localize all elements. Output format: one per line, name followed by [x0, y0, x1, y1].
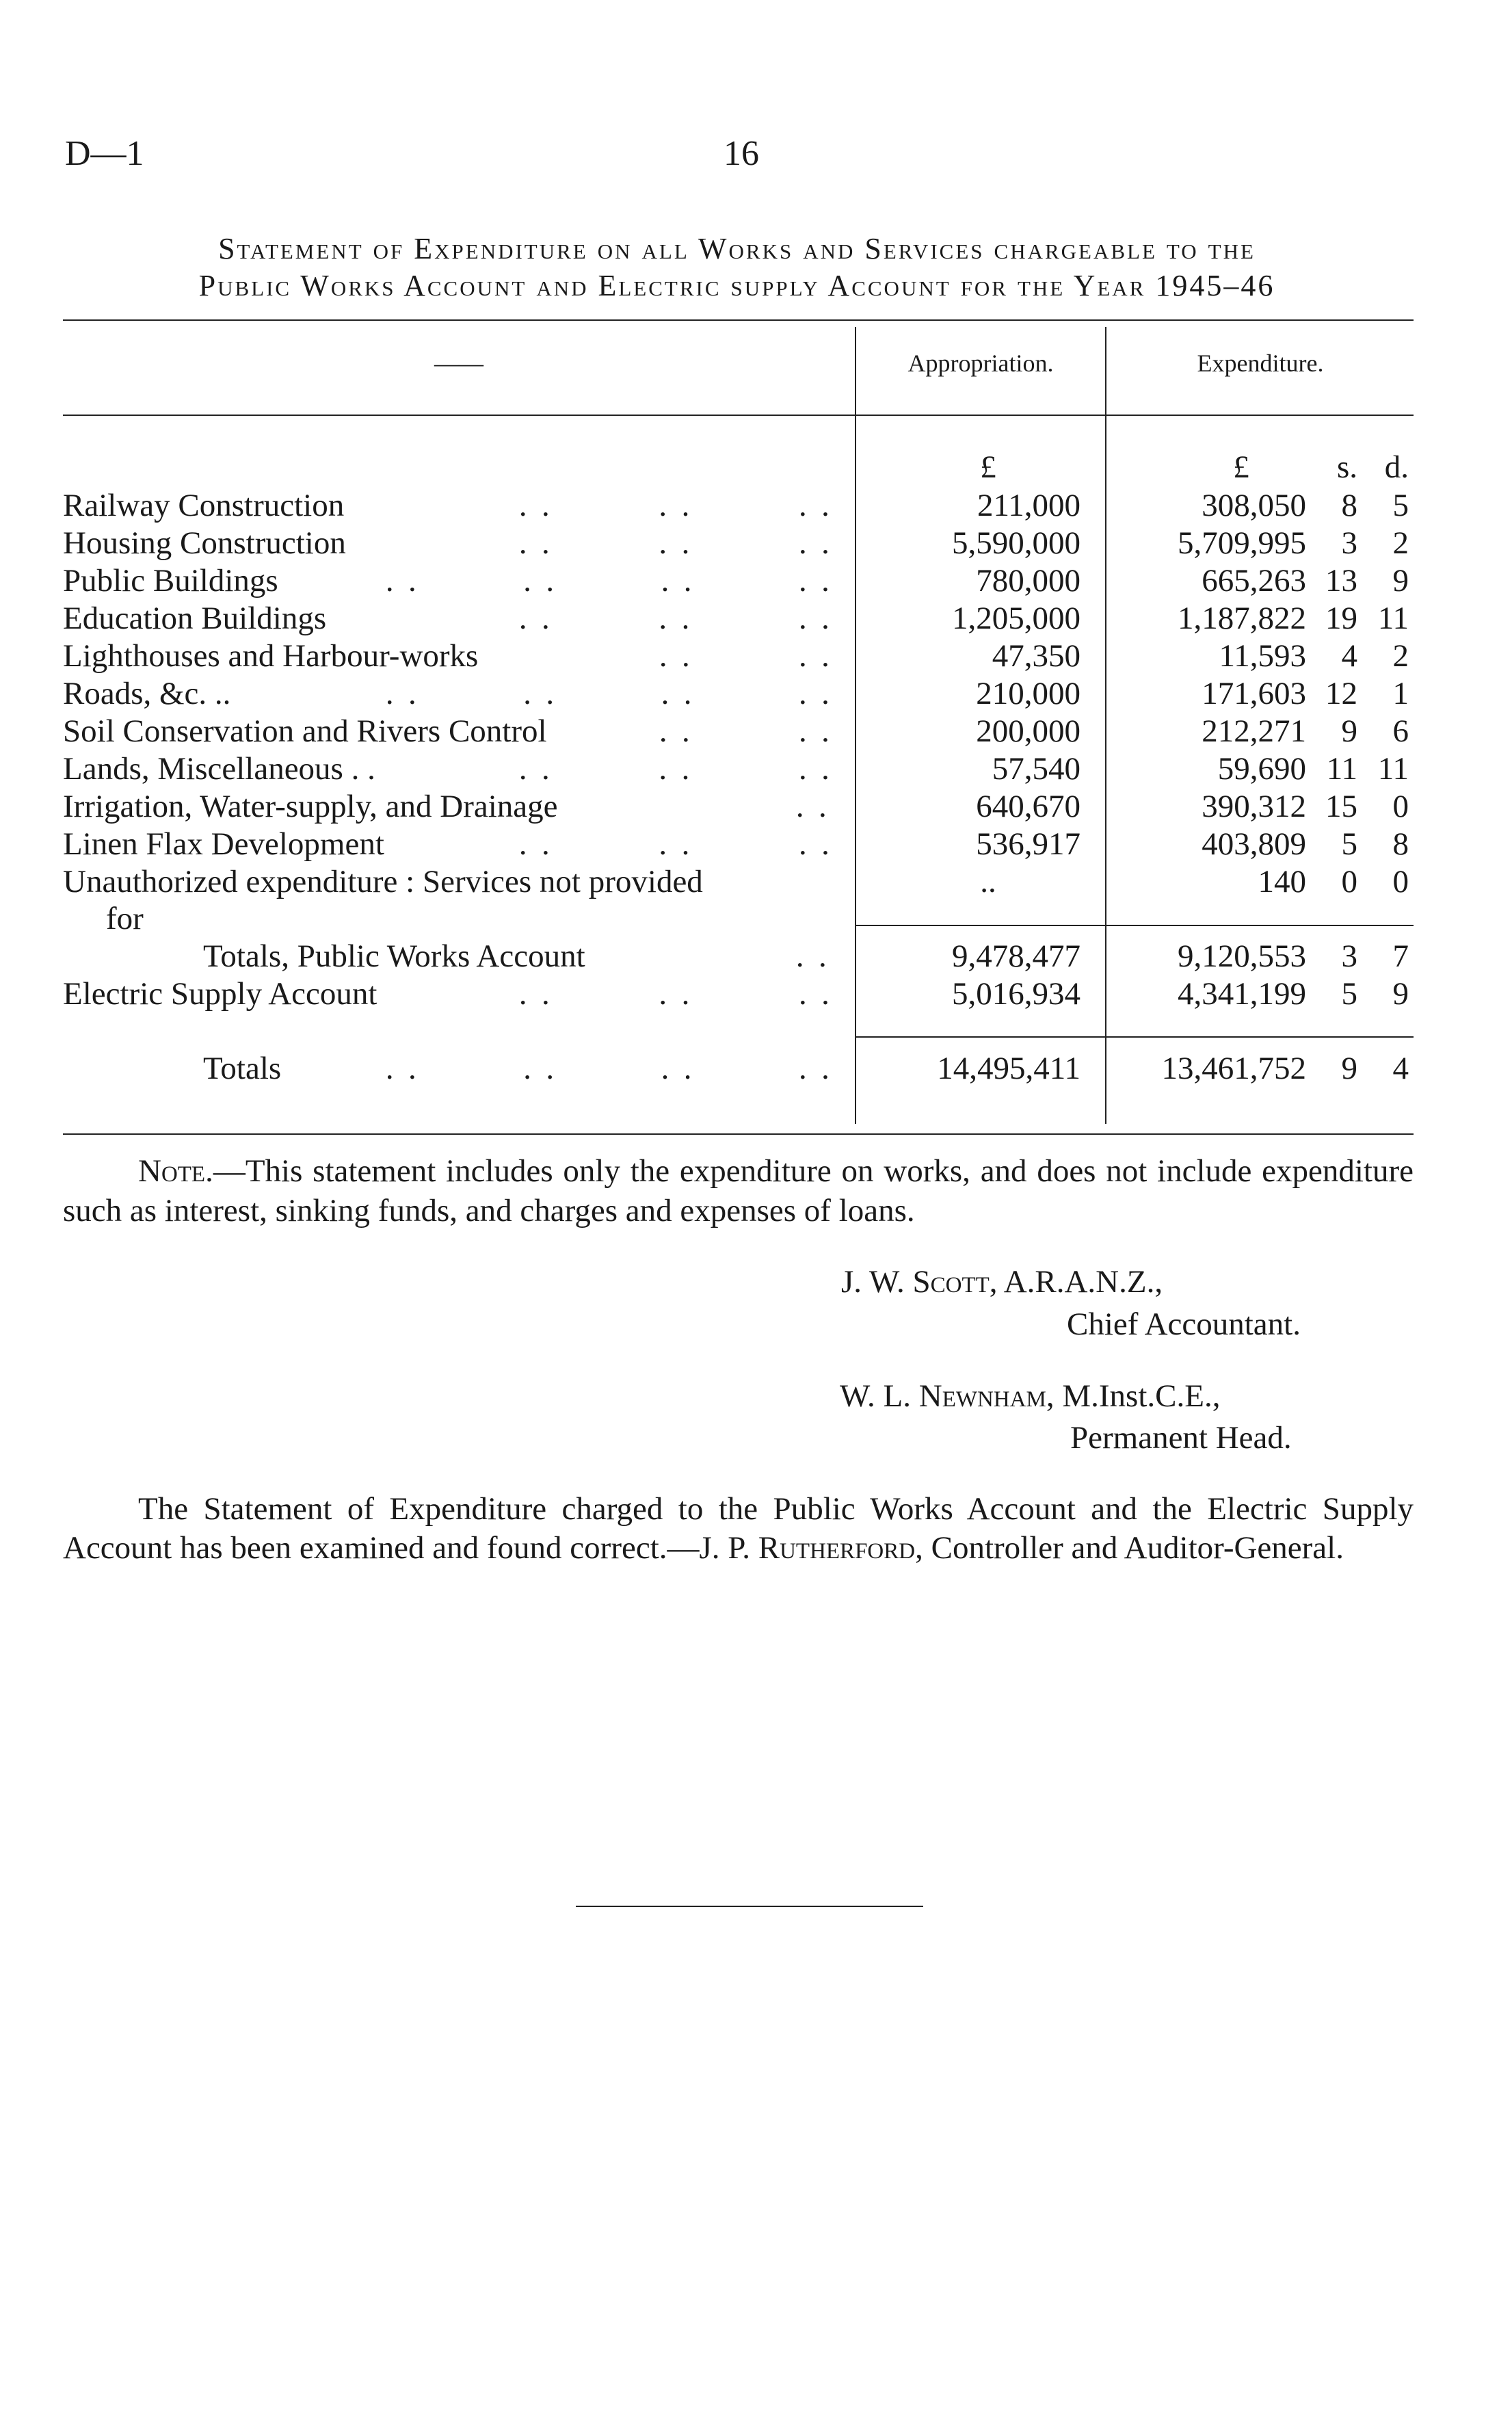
pounds-unit: £ — [1233, 449, 1249, 485]
expenditure-pence-cell: 8 — [1392, 826, 1409, 862]
report-code: D—1 — [65, 134, 144, 173]
expenditure-pounds-cell: 13,461,752 — [1161, 1051, 1306, 1086]
signatory-qualifications: , A.R.A.N.Z., — [989, 1264, 1163, 1300]
table-row — [0, 600, 1512, 638]
unauthorized-row — [0, 863, 1512, 902]
expenditure-pounds-cell: 665,263 — [1202, 563, 1306, 599]
leader-dots: . . . . . . — [520, 601, 834, 636]
row-label: Housing Construction — [63, 525, 346, 561]
expenditure-pence-cell: 11 — [1377, 601, 1409, 636]
expenditure-pence-cell: 11 — [1377, 751, 1409, 787]
table-row — [0, 562, 1512, 601]
leader-dots: . . . . . . — [520, 976, 834, 1012]
table-bottom-rule — [63, 1133, 1414, 1135]
row-label: Education Buildings — [63, 601, 327, 636]
row-label: Totals, Public Works Account — [203, 938, 585, 974]
expenditure-shillings-cell: 19 — [1325, 601, 1357, 636]
units-row — [0, 449, 1512, 487]
unauthorized-row-continuation — [0, 900, 1512, 938]
row-label: Totals — [203, 1051, 282, 1086]
leader-dots: . . . . . . — [520, 488, 834, 523]
expenditure-shillings-cell: 4 — [1341, 638, 1357, 674]
totals-rule — [856, 1036, 1414, 1038]
expenditure-shillings-cell: 3 — [1341, 938, 1357, 974]
table-row — [0, 826, 1512, 864]
table-header-rule — [63, 415, 1414, 416]
expenditure-shillings-cell: 5 — [1341, 826, 1357, 862]
expenditure-shillings-cell: 9 — [1341, 1051, 1357, 1086]
expenditure-shillings-cell: 3 — [1341, 525, 1357, 561]
appropriation-unit: £ — [980, 449, 996, 485]
table-row — [0, 638, 1512, 676]
appropriation-cell: 57,540 — [992, 751, 1080, 787]
expenditure-pounds-cell: 4,341,199 — [1178, 976, 1306, 1012]
signatory-name: Scott — [912, 1264, 990, 1300]
expenditure-shillings-cell: 9 — [1341, 713, 1357, 749]
signatory-name: Newnham — [918, 1378, 1046, 1414]
row-label: Roads, &c. .. — [63, 676, 231, 711]
signatory-initials: J. W. — [841, 1264, 905, 1300]
row-label: Public Buildings — [63, 563, 278, 599]
signature-line — [841, 1263, 1163, 1300]
leader-dots: . . — [797, 789, 832, 824]
leader-dots: . . . . . . . . — [386, 1051, 834, 1086]
appropriation-cell: 1,205,000 — [952, 601, 1080, 636]
appropriation-cell: 640,670 — [976, 789, 1080, 824]
shillings-unit: s. — [1336, 449, 1357, 485]
expenditure-shillings-cell: 12 — [1325, 676, 1357, 711]
expenditure-pounds-cell: 171,603 — [1202, 676, 1306, 711]
appropriation-cell: 5,016,934 — [952, 976, 1080, 1012]
leader-dots: . . . . . . — [520, 525, 834, 561]
row-label: Irrigation, Water-supply, and Drainage — [63, 789, 558, 824]
leader-dots: . . — [797, 938, 832, 974]
signatory-qualifications: , M.Inst.C.E., — [1046, 1378, 1221, 1414]
expenditure-pence-cell: 9 — [1392, 976, 1409, 1012]
expenditure-pounds-cell: 1,187,822 — [1178, 601, 1306, 636]
note-text: —This statement includes only the expenditure on works, and does not include expenditure such as interest, sinking funds, and charges and expenses of loans. — [63, 1153, 1414, 1228]
expenditure-shillings-cell: 11 — [1326, 751, 1357, 787]
signatory-initials: W. L. — [840, 1378, 912, 1414]
leader-dots: . . . . . . — [520, 751, 834, 787]
expenditure-shillings-cell: 5 — [1341, 976, 1357, 1012]
table-row — [0, 788, 1512, 826]
statement-title-line-2: Public Works Account and Electric supply Account for the Year 1945–46 — [198, 269, 1275, 302]
signature-line — [840, 1378, 1220, 1415]
appropriation-cell: 14,495,411 — [937, 1051, 1080, 1086]
appropriation-cell: 210,000 — [976, 676, 1080, 711]
expenditure-shillings-cell: 13 — [1325, 563, 1357, 599]
statement-title-line-1: Statement of Expenditure on all Works and Services chargeable to the — [218, 232, 1256, 265]
leader-dots: . . . . — [660, 638, 834, 674]
expenditure-pence-cell: 9 — [1392, 563, 1409, 599]
leader-dots: . . . . . . . . — [386, 563, 834, 599]
expenditure-pence-cell: 5 — [1392, 488, 1409, 523]
expenditure-pence-cell: 7 — [1392, 938, 1409, 974]
row-label: Lands, Miscellaneous . . — [63, 751, 375, 787]
appropriation-cell: 47,350 — [992, 638, 1080, 674]
appropriation-cell: 211,000 — [977, 488, 1080, 523]
appropriation-header: Appropriation. — [907, 350, 1054, 377]
expenditure-pounds-cell: 403,809 — [1202, 826, 1306, 862]
appropriation-cell: 536,917 — [976, 826, 1080, 862]
expenditure-header: Expenditure. — [1197, 350, 1324, 377]
appropriation-cell: 200,000 — [976, 713, 1080, 749]
row-label: Electric Supply Account — [63, 976, 377, 1012]
expenditure-pounds-cell: 5,709,995 — [1178, 525, 1306, 561]
appropriation-cell: .. — [980, 864, 996, 899]
electric-row — [0, 975, 1512, 1014]
expenditure-pounds-cell: 140 — [1258, 864, 1306, 899]
signatory-title: Permanent Head. — [1070, 1420, 1292, 1456]
auditor-name: Rutherford — [758, 1530, 916, 1566]
expenditure-shillings-cell: 8 — [1341, 488, 1357, 523]
leader-dots: . . . . — [660, 713, 834, 749]
page-number: 16 — [724, 134, 759, 173]
signatory-title: Chief Accountant. — [1067, 1306, 1301, 1342]
table-row — [0, 713, 1512, 751]
expenditure-pence-cell: 0 — [1392, 789, 1409, 824]
audit-certificate — [63, 1490, 1414, 1568]
expenditure-pounds-cell: 212,271 — [1202, 713, 1306, 749]
audit-text: The Statement of Expenditure charged to the Public Works Account and the Electric Supply Account has been examined and found correct.—J. P. — [63, 1491, 1414, 1566]
expenditure-pence-cell: 6 — [1392, 713, 1409, 749]
totals-row — [0, 1050, 1512, 1088]
expenditure-pence-cell: 1 — [1392, 676, 1409, 711]
pence-unit: d. — [1384, 449, 1409, 485]
table-row — [0, 750, 1512, 789]
leader-dots: . . . . . . — [520, 826, 834, 862]
expenditure-pence-cell: 0 — [1392, 864, 1409, 899]
expenditure-shillings-cell: 15 — [1325, 789, 1357, 824]
auditor-title: , Controller and Auditor-General. — [915, 1530, 1344, 1566]
row-label: Linen Flax Development — [63, 826, 384, 862]
table-row — [0, 487, 1512, 525]
row-label: Unauthorized expenditure : Services not provided — [63, 864, 703, 899]
table-row — [0, 525, 1512, 563]
row-label: Soil Conservation and Rivers Control — [63, 713, 547, 749]
row-label: Railway Construction — [63, 488, 345, 523]
appropriation-cell: 5,590,000 — [952, 525, 1080, 561]
leader-dots: . . . . . . . . — [386, 676, 834, 711]
row-label-continuation: for — [106, 901, 144, 936]
note-lead: Note. — [138, 1153, 213, 1189]
expenditure-pounds-cell: 308,050 — [1202, 488, 1306, 523]
table-row — [0, 675, 1512, 713]
expenditure-pounds-cell: 9,120,553 — [1178, 938, 1306, 974]
subtotal-row — [0, 938, 1512, 976]
appropriation-cell: 9,478,477 — [952, 938, 1080, 974]
row-label: Lighthouses and Harbour-works — [63, 638, 479, 674]
expenditure-shillings-cell: 0 — [1341, 864, 1357, 899]
expenditure-pounds-cell: 59,690 — [1217, 751, 1306, 787]
closing-rule — [576, 1906, 923, 1907]
expenditure-pounds-cell: 11,593 — [1219, 638, 1306, 674]
appropriation-cell: 780,000 — [976, 563, 1080, 599]
expenditure-pence-cell: 2 — [1392, 638, 1409, 674]
stub-header: —— — [434, 350, 483, 377]
table-top-rule — [63, 319, 1414, 321]
expenditure-pounds-cell: 390,312 — [1202, 789, 1306, 824]
expenditure-pence-cell: 4 — [1392, 1051, 1409, 1086]
expenditure-pence-cell: 2 — [1392, 525, 1409, 561]
note-paragraph — [63, 1151, 1414, 1231]
